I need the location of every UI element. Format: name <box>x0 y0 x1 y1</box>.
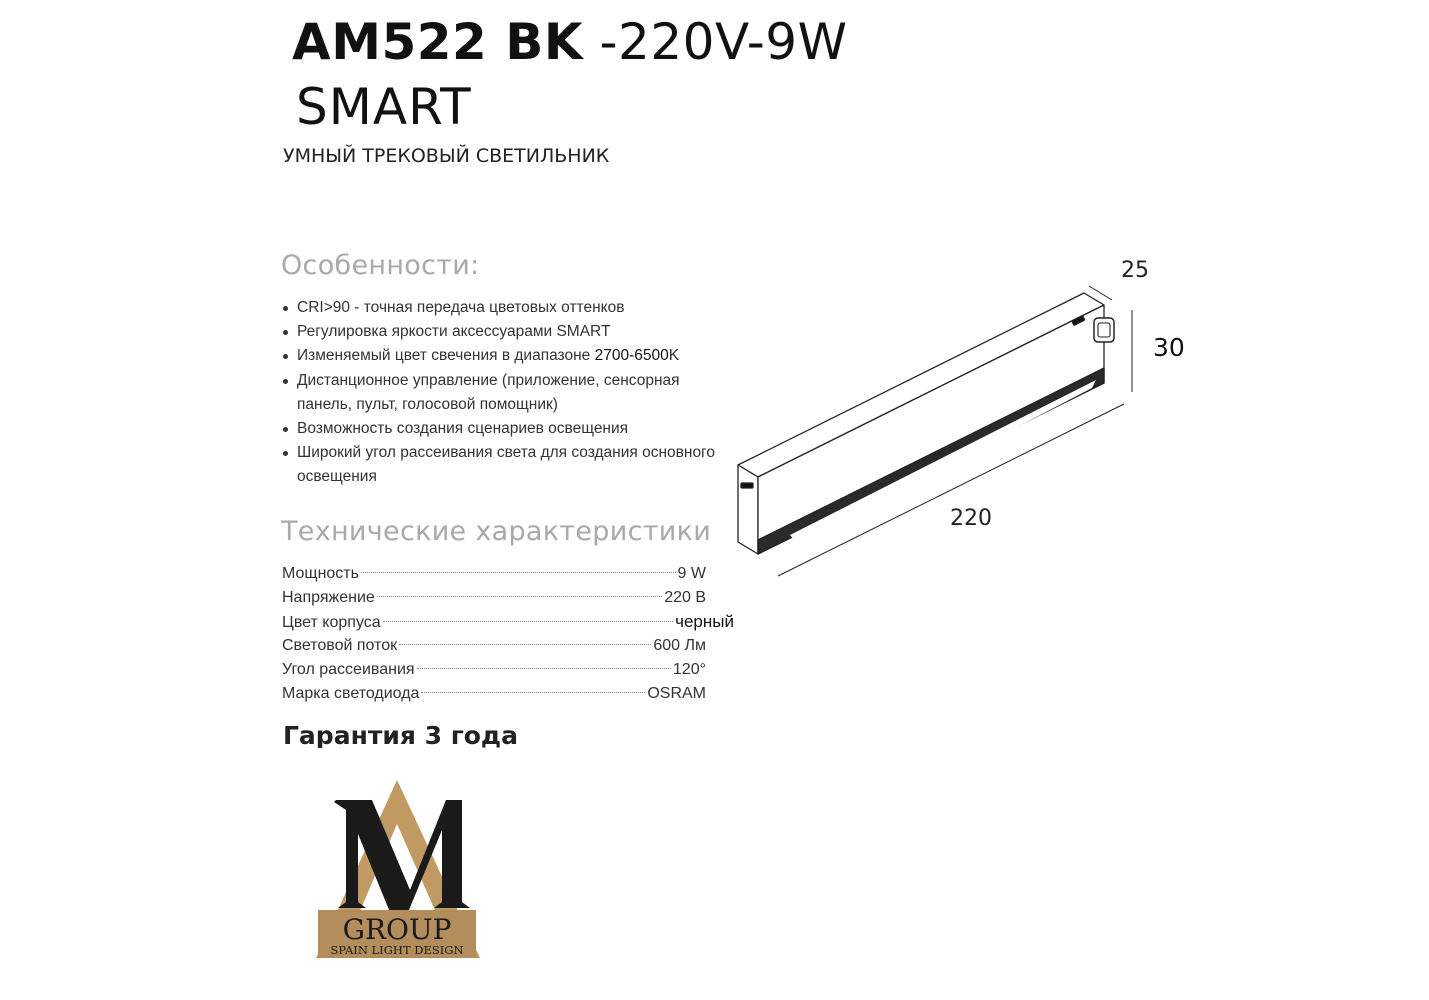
product-series: SMART <box>296 78 472 136</box>
dimension-height-label: 30 <box>1153 333 1185 362</box>
luminaire-drawing <box>730 260 1150 590</box>
feature-item: Дистанционное управление (приложение, сенсорная панель, пульт, голосовой помощник) <box>281 369 721 417</box>
leader-dots <box>383 621 673 622</box>
spec-label: Напряжение <box>282 589 375 606</box>
spec-value: черный <box>675 612 734 631</box>
spec-row <box>282 610 734 634</box>
spec-value: 220 В <box>664 589 706 606</box>
spec-label: Угол рассеивания <box>282 661 415 678</box>
spec-label: Марка светодиода <box>282 685 420 702</box>
specs-table <box>282 562 734 706</box>
dimension-width-label: 25 <box>1121 258 1149 283</box>
model-code: AM522 BK <box>292 13 584 71</box>
spec-label: Световой поток <box>282 637 398 654</box>
specs-heading: Технические характеристики <box>281 516 712 547</box>
leader-dots <box>399 644 651 645</box>
feature-item: Возможность создания сценариев освещения <box>281 417 721 441</box>
spec-row <box>282 586 706 610</box>
spec-value: OSRAM <box>647 685 706 702</box>
feature-suffix: K <box>668 347 680 365</box>
spec-label: Мощность <box>282 565 359 582</box>
feature-text: Изменяемый цвет свечения в диапазоне <box>297 347 595 365</box>
features-heading: Особенности: <box>281 250 480 281</box>
spec-value: 120° <box>672 661 706 678</box>
spec-row <box>282 634 706 658</box>
m-group-logo <box>300 772 490 968</box>
dimension-length-label: 220 <box>950 506 992 531</box>
feature-highlight: 2700-6500 <box>594 347 669 365</box>
spec-row <box>282 562 706 586</box>
logo-tagline: SPAIN LIGHT DESIGN <box>330 943 464 957</box>
feature-item: Регулировка яркости аксессуарами SMART <box>281 320 721 344</box>
feature-item: Широкий угол рассеивания света для создания основного освещения <box>281 441 721 489</box>
drawing-connector <box>741 483 753 488</box>
product-title <box>292 12 848 72</box>
leader-dots <box>361 572 676 573</box>
drawing-end-face <box>738 465 758 554</box>
product-type: УМНЫЙ ТРЕКОВЫЙ СВЕТИЛЬНИК <box>283 145 610 167</box>
leader-dots <box>417 668 671 669</box>
leader-dots <box>377 596 662 597</box>
features-list <box>281 296 721 490</box>
feature-item <box>281 344 721 368</box>
feature-item: CRI>90 - точная передача цветовых оттенков <box>281 296 721 320</box>
spec-value: 9 W <box>677 565 706 582</box>
model-spec: -220V-9W <box>583 13 848 71</box>
warranty-text: Гарантия 3 года <box>283 721 518 748</box>
spec-label: Цвет корпуса <box>282 614 381 631</box>
spec-value: 600 Лм <box>653 637 706 654</box>
logo-name: GROUP <box>342 913 452 946</box>
spec-row <box>282 658 706 682</box>
leader-dots <box>421 692 645 693</box>
spec-row <box>282 682 706 706</box>
